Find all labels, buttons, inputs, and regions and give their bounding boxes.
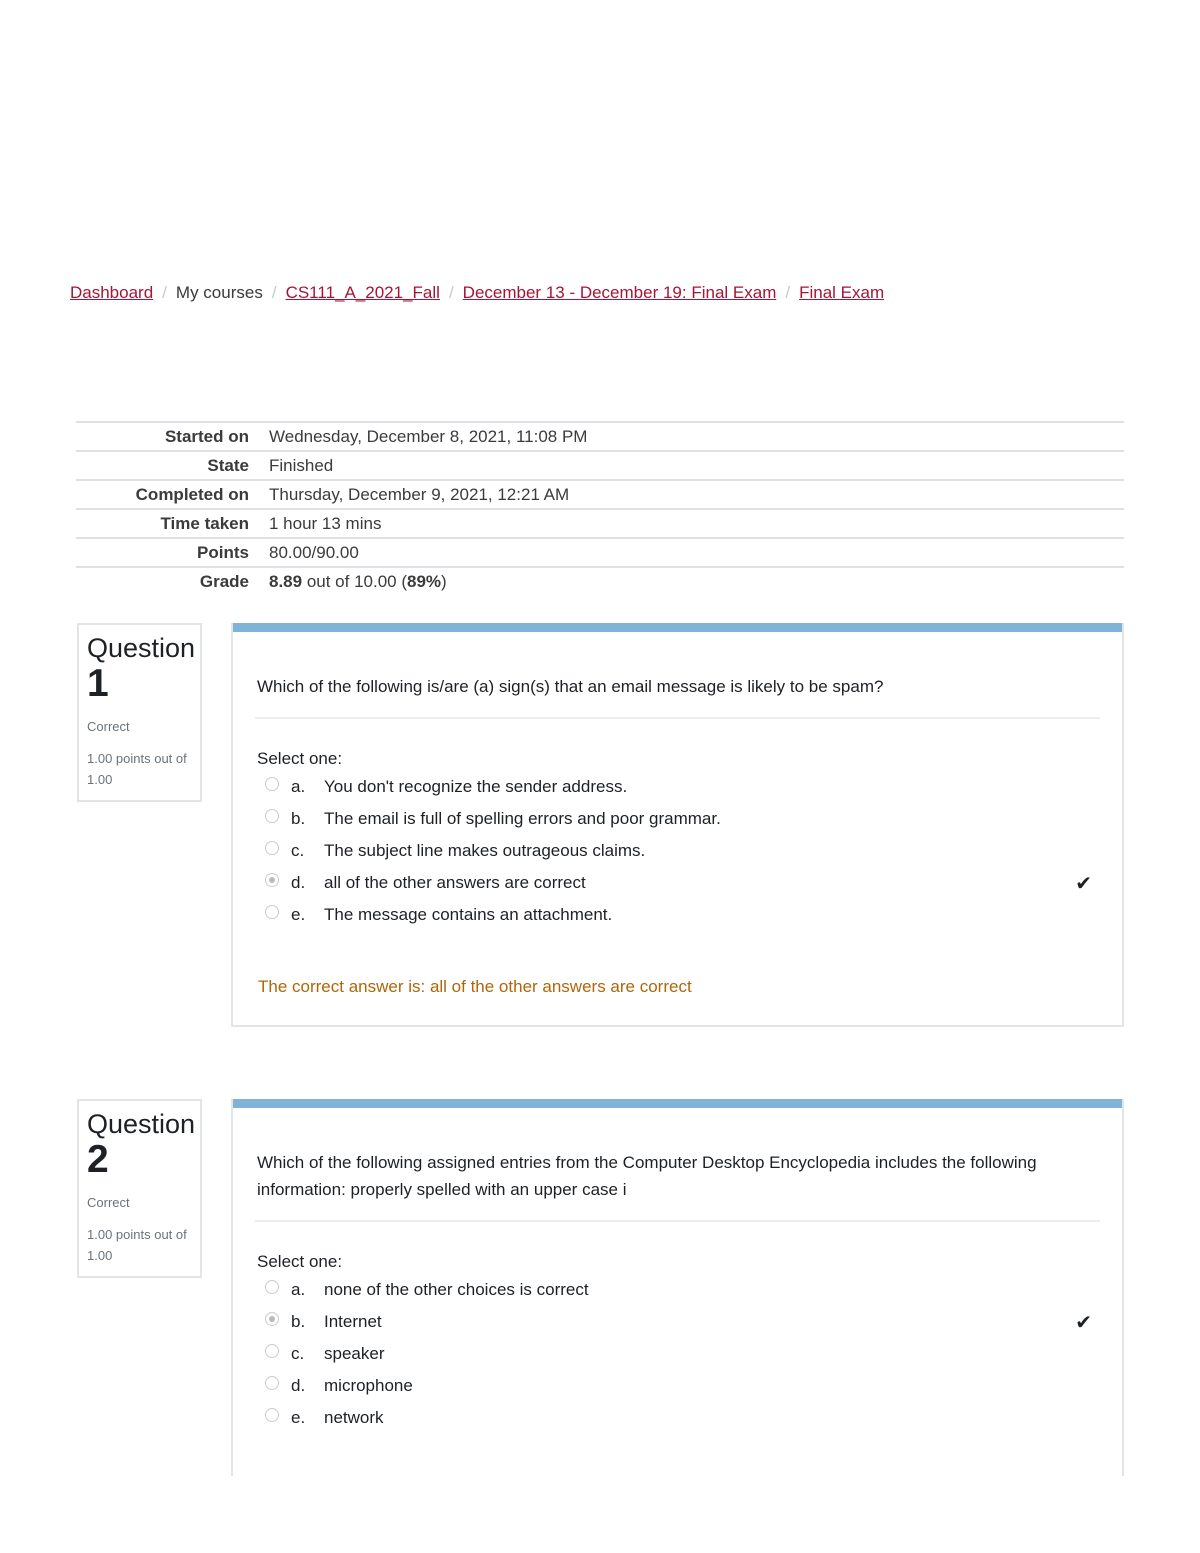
answer-letter: e. (291, 1408, 306, 1427)
question-text: Which of the following assigned entries from the Computer Desktop Encyclopedia includes the following information: properly spelled with an upper case i (257, 1153, 1037, 1199)
state-value: Finished (269, 455, 334, 475)
breadcrumb-section-link[interactable]: December 13 - December 19: Final Exam (462, 283, 777, 302)
breadcrumb-my-courses: My courses (175, 283, 263, 302)
radio-button[interactable] (265, 905, 279, 919)
answer-option[interactable] (265, 835, 1122, 867)
time-taken-label: Time taken (160, 513, 249, 533)
answer-letter: d. (291, 873, 306, 892)
question-1-info (77, 623, 202, 802)
grade-score: 8.89 (269, 572, 303, 591)
summary-row-state (76, 451, 1124, 480)
radio-button[interactable] (265, 777, 279, 791)
answer-option[interactable] (265, 1370, 1122, 1402)
question-topbar (233, 623, 1122, 632)
grade-value (269, 567, 1124, 596)
radio-button[interactable] (265, 1280, 279, 1294)
answer-text: The message contains an attachment. (324, 905, 613, 924)
started-value: Wednesday, December 8, 2021, 11:08 PM (269, 426, 588, 446)
question-divider (255, 717, 1100, 719)
completed-value: Thursday, December 9, 2021, 12:21 AM (269, 484, 570, 504)
answer-letter: a. (291, 1280, 306, 1299)
answer-letter: c. (291, 841, 305, 860)
radio-button[interactable] (265, 1376, 279, 1390)
check-icon: ✔ (1075, 1312, 1092, 1334)
radio-button[interactable] (265, 1408, 279, 1422)
answer-option[interactable] (265, 803, 1122, 835)
grade-out-of: out of 10.00 ( (302, 572, 407, 591)
answer-option[interactable] (265, 771, 1122, 803)
summary-row-points (76, 538, 1124, 567)
question-1-content (231, 623, 1124, 963)
radio-button[interactable] (265, 841, 279, 855)
answer-text: The subject line makes outrageous claims. (324, 841, 646, 860)
summary-row-time (76, 509, 1124, 538)
answer-option[interactable] (265, 899, 1122, 931)
answer-text: network (324, 1408, 384, 1427)
breadcrumb-separator: / (785, 283, 791, 302)
question-topbar (233, 1099, 1122, 1108)
answer-option-selected[interactable] (265, 867, 1122, 899)
radio-button[interactable] (265, 809, 279, 823)
answer-option[interactable] (265, 1274, 1122, 1306)
select-one-label: Select one: (257, 1252, 343, 1271)
radio-button-checked[interactable] (265, 1312, 279, 1326)
points-label: Points (197, 542, 249, 562)
breadcrumb-dashboard-link[interactable]: Dashboard (70, 283, 154, 302)
breadcrumb-separator: / (162, 283, 167, 302)
answer-list (233, 771, 1122, 931)
question-state: Correct (87, 1195, 130, 1210)
state-label: State (207, 455, 249, 475)
summary-row-grade (76, 567, 1124, 596)
question-label: Question (87, 633, 196, 663)
points-value: 80.00/90.00 (269, 542, 359, 562)
answer-text: You don't recognize the sender address. (324, 777, 628, 796)
breadcrumb-final-exam-link[interactable]: Final Exam (799, 283, 885, 302)
question-label: Question (87, 1109, 196, 1139)
answer-letter: b. (291, 1312, 306, 1331)
answer-letter: a. (291, 777, 306, 796)
answer-text: all of the other answers are correct (324, 873, 586, 892)
correct-answer-feedback: The correct answer is: all of the other answers are correct (258, 977, 692, 996)
answer-option-selected[interactable] (265, 1306, 1122, 1338)
grade-close: ) (441, 572, 447, 591)
started-label: Started on (164, 426, 249, 446)
question-points: 1.00 points out of 1.00 (87, 751, 187, 787)
attempt-summary-table (76, 421, 1124, 596)
question-divider (255, 1220, 1100, 1222)
time-taken-value: 1 hour 13 mins (269, 513, 382, 533)
summary-row-completed (76, 480, 1124, 509)
answer-text: microphone (324, 1376, 413, 1395)
question-number: 2 (87, 1138, 109, 1181)
select-one-label: Select one: (257, 749, 343, 768)
answer-letter: b. (291, 809, 306, 828)
breadcrumb-separator: / (271, 283, 277, 302)
answer-letter: e. (291, 905, 306, 924)
radio-button[interactable] (265, 1344, 279, 1358)
answer-letter: d. (291, 1376, 306, 1395)
answer-text: none of the other choices is correct (324, 1280, 589, 1299)
answer-text: The email is full of spelling errors and poor grammar. (324, 809, 721, 828)
question-number: 1 (87, 662, 109, 705)
grade-percent: 89% (407, 572, 442, 591)
question-state: Correct (87, 719, 130, 734)
breadcrumb-separator: / (448, 283, 454, 302)
completed-label: Completed on (135, 484, 249, 504)
answer-option[interactable] (265, 1338, 1122, 1370)
answer-letter: c. (291, 1344, 305, 1363)
question-1-feedback (231, 963, 1124, 1027)
radio-button-checked[interactable] (265, 873, 279, 887)
breadcrumb-course-link[interactable]: CS111_A_2021_Fall (285, 283, 440, 302)
answer-option[interactable] (265, 1402, 1122, 1434)
question-2-content (231, 1099, 1124, 1476)
check-icon: ✔ (1075, 873, 1092, 895)
breadcrumb (70, 283, 884, 303)
question-points: 1.00 points out of 1.00 (87, 1227, 187, 1263)
question-2-info (77, 1099, 202, 1278)
question-text: Which of the following is/are (a) sign(s) that an email message is likely to be spam? (257, 677, 884, 696)
answer-list (233, 1274, 1122, 1434)
grade-label: Grade (199, 572, 249, 591)
summary-row-started (76, 422, 1124, 451)
answer-text: Internet (324, 1312, 382, 1331)
answer-text: speaker (324, 1344, 385, 1363)
